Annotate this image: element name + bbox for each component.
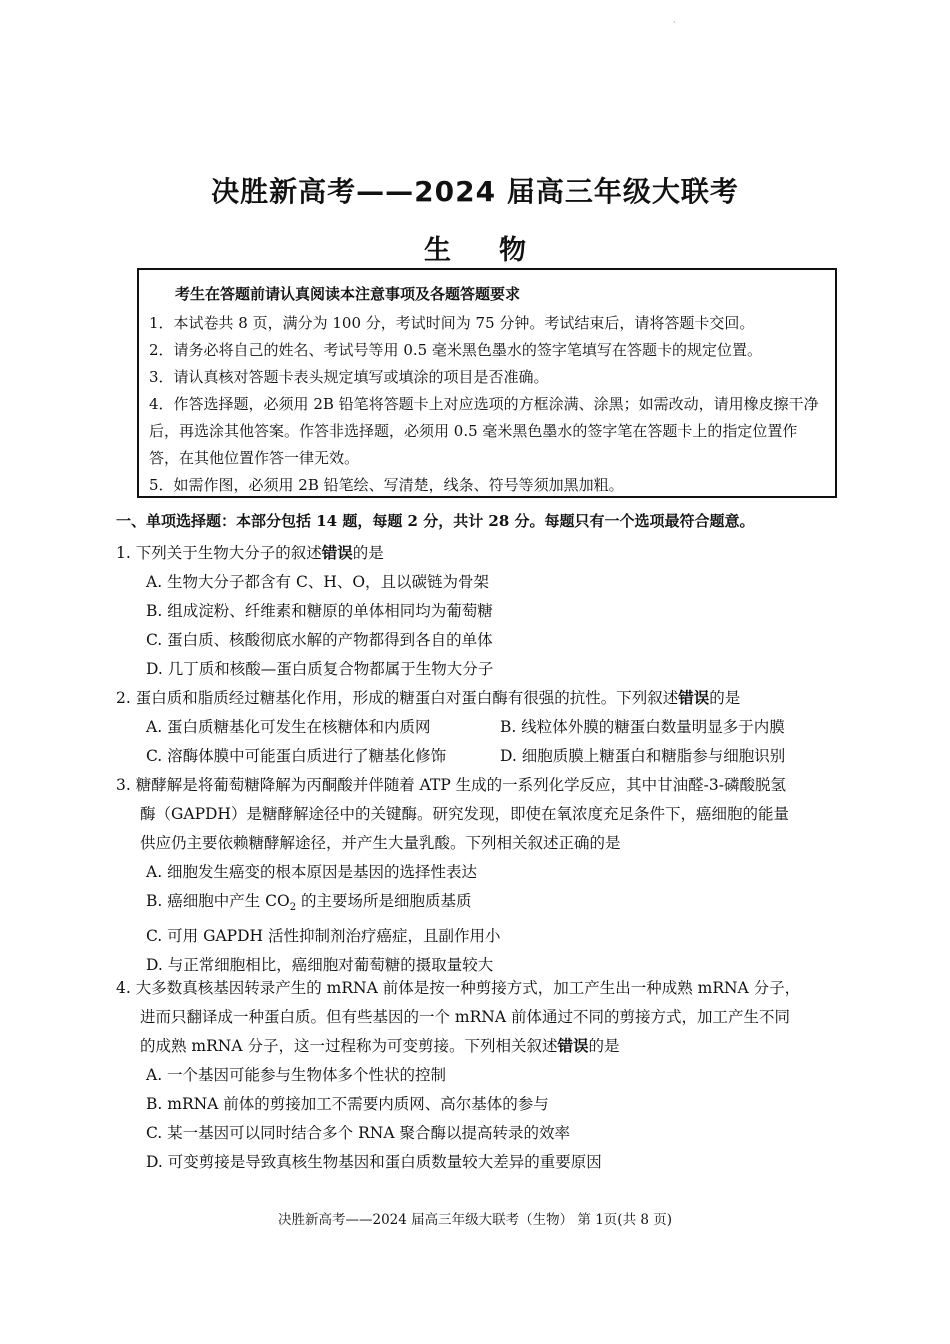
- notice-item: 1．本试卷共 8 页，满分为 100 分，考试时间为 75 分钟。考试结束后，请将答题卡交回。: [149, 314, 755, 332]
- question-2: [116, 684, 846, 771]
- option-b: [116, 887, 846, 922]
- option-row: [116, 713, 846, 742]
- option-b-text: 的主要场所是细胞质基质: [296, 892, 472, 910]
- question-stem-cont: 供应仍主要依赖糖酵解途径，并产生大量乳酸。下列相关叙述正确的是: [140, 834, 621, 852]
- question-3: [116, 771, 846, 980]
- question-4: [116, 974, 846, 1177]
- emphasis-text: 错误: [557, 1037, 589, 1055]
- option-c: C. 可用 GAPDH 活性抑制剂治疗癌症，且副作用小: [146, 927, 501, 946]
- option-b: B. mRNA 前体的剪接加工不需要内质网、高尔基体的参与: [146, 1095, 549, 1113]
- emphasis-text: 错误: [678, 689, 710, 707]
- stem-text: 的是: [588, 1037, 620, 1055]
- page-footer: 决胜新高考——2024 届高三年级大联考（生物） 第 1页(共 8 页): [277, 1212, 673, 1228]
- option-c: C. 蛋白质、核酸彻底水解的产物都得到各自的单体: [146, 631, 493, 649]
- notice-item: 2．请务必将自己的姓名、考试号等用 0.5 毫米黑色墨水的签字笔填写在答题卡的规定位置。: [149, 341, 762, 359]
- section-title: 一、单项选择题：本部分包括 14 题，每题 2 分，共计 28 分。每题只有一个选项最符合题意。: [116, 512, 755, 530]
- question-stem-cont: [116, 1032, 846, 1061]
- subscript: 2: [289, 902, 297, 914]
- corner-dot: ·: [673, 18, 676, 27]
- stem-text: 2. 蛋白质和脂质经过糖基化作用，形成的糖蛋白对蛋白酶有很强的抗性。下列叙述: [116, 689, 679, 707]
- notice-box: [137, 268, 837, 498]
- question-1: [116, 539, 846, 684]
- option-row: [116, 742, 846, 771]
- option-b: B. 线粒体外膜的糖蛋白数量明显多于内膜: [500, 718, 785, 736]
- option-a: A. 蛋白质糖基化可发生在核糖体和内质网: [146, 718, 431, 736]
- stem-text: 1. 下列关于生物大分子的叙述: [116, 544, 322, 562]
- option-a: A. 一个基因可能参与生物体多个性状的控制: [146, 1066, 447, 1084]
- notice-item: 3．请认真核对答题卡表头规定填写或填涂的项目是否准确。: [149, 368, 549, 386]
- question-stem: [116, 539, 846, 568]
- notice-item: 5．如需作图，必须用 2B 铅笔绘、写清楚，线条、符号等须加黑加粗。: [149, 476, 624, 494]
- option-c: C. 某一基因可以同时结合多个 RNA 聚合酶以提高转录的效率: [146, 1124, 570, 1142]
- subject-title: 生物: [424, 235, 574, 266]
- question-stem-cont: 进而只翻译成一种蛋白质。但有些基因的一个 mRNA 前体通过不同的剪接方式，加工产生不同: [140, 1008, 790, 1026]
- exam-title: 决胜新高考——2024 届高三年级大联考: [211, 175, 739, 208]
- option-a: A. 生物大分子都含有 C、H、O，且以碳链为骨架: [146, 573, 490, 591]
- question-stem: [116, 684, 846, 713]
- emphasis-text: 错误: [321, 544, 353, 562]
- option-a: A. 细胞发生癌变的根本原因是基因的选择性表达: [146, 863, 478, 881]
- option-d: D. 细胞质膜上糖蛋白和糖脂参与细胞识别: [500, 747, 786, 765]
- option-c: C. 溶酶体膜中可能蛋白质进行了糖基化修饰: [146, 747, 447, 765]
- option-d: D. 几丁质和核酸—蛋白质复合物都属于生物大分子: [146, 660, 494, 678]
- notice-heading: 考生在答题前请认真阅读本注意事项及各题答题要求: [175, 285, 521, 303]
- stem-text: 的是: [709, 689, 741, 707]
- option-d: D. 可变剪接是导致真核生物基因和蛋白质数量较大差异的重要原因: [146, 1153, 602, 1171]
- stem-text: 的是: [352, 544, 384, 562]
- option-d: D. 与正常细胞相比，癌细胞对葡萄糖的摄取量较大: [146, 956, 494, 975]
- option-b-text: B. 癌细胞中产生 CO: [146, 892, 290, 910]
- stem-text: 的成熟 mRNA 分子，这一过程称为可变剪接。下列相关叙述: [140, 1037, 558, 1055]
- option-b: B. 组成淀粉、纤维素和糖原的单体相同均为葡萄糖: [146, 602, 493, 620]
- question-stem-cont: 酶（GAPDH）是糖酵解途径中的关键酶。研究发现，即使在氧浓度充足条件下，癌细胞的能量: [140, 805, 789, 823]
- notice-item: 4．作答选择题，必须用 2B 铅笔将答题卡上对应选项的方框涂满、涂黑；如需改动，请用橡皮擦干净后，再选涂其他答案。作答非选择题，必须用 0.5 毫米黑色墨水的签字笔在答题卡上的指定位置作答，在其他位置作答一律无效。: [149, 395, 819, 467]
- question-stem: 4. 大多数真核基因转录产生的 mRNA 前体是按一种剪接方式，加工产生出一种成熟 mRNA 分子，: [116, 979, 801, 997]
- question-stem: 3. 糖酵解是将葡萄糖降解为丙酮酸并伴随着 ATP 生成的一系列化学反应，其中甘油醛-3-磷酸脱氢: [116, 776, 787, 794]
